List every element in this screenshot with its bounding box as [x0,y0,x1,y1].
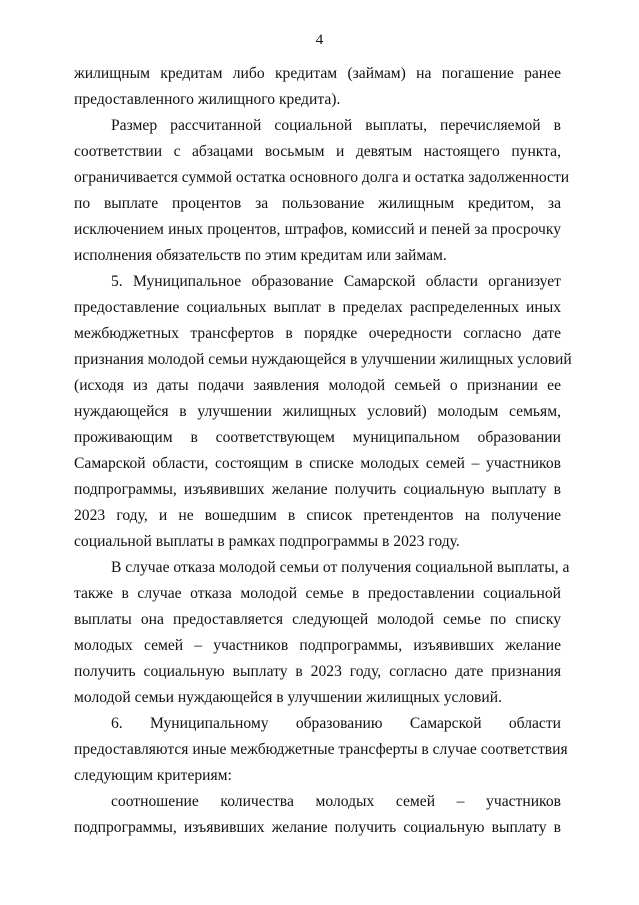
text-line: соответствии с абзацами восьмым и девятым настоящего пункта, [74,143,561,160]
text-line: В случае отказа молодой семьи от получения социальной выплаты, а [111,559,570,576]
text-line: предоставленного жилищного кредита). [74,91,341,108]
text-line: Размер рассчитанной социальной выплаты, перечисляемой в [111,117,561,134]
text-line: подпрограммы, изъявивших желание получить социальную выплату в [74,481,561,498]
text-line: получить социальную выплату в 2023 году, согласно дате признания [74,663,561,680]
text-line: молодых семей – участников подпрограммы, изъявивших желание [74,637,561,654]
text-line: ограничивается суммой остатка основного долга и остатка задолженности [74,169,570,186]
text-line: 5. Муниципальное образование Самарской области организует [111,273,561,290]
text-line: жилищным кредитам либо кредитам (займам) на погашение ранее [74,65,561,82]
text-line: Самарской области, состоящим в списке молодых семей – участников [74,455,561,472]
text-line: исполнения обязательств по этим кредитам или займам. [74,247,447,264]
text-line: соотношение количества молодых семей – участников [111,793,561,810]
text-line: предоставляются иные межбюджетные трансферты в случае соответствия [74,741,568,758]
text-line: (исходя из даты подачи заявления молодой семьей о признании ее [74,377,561,394]
text-line: молодой семьи нуждающейся в улучшении жилищных условий. [74,689,502,706]
text-line: подпрограммы, изъявивших желание получить социальную выплату в [74,819,561,836]
text-line: 6. Муниципальному образованию Самарской области [111,715,561,732]
text-line: выплаты она предоставляется следующей молодой семье по списку [74,611,561,628]
text-line: также в случае отказа молодой семье в предоставлении социальной [74,585,561,602]
text-line: проживающим в соответствующем муниципальном образовании [74,429,561,446]
text-line: по выплате процентов за пользование жилищным кредитом, за [74,195,561,212]
text-line: нуждающейся в улучшении жилищных условий) молодым семьям, [74,403,561,420]
page-number: 4 [315,32,324,48]
text-line: межбюджетных трансфертов в порядке очередности согласно дате [74,325,561,342]
text-line: исключением иных процентов, штрафов, комиссий и пеней за просрочку [74,221,561,238]
text-line: 2023 году, и не вошедшим в список претендентов на получение [74,507,561,524]
text-line: следующим критериям: [74,767,232,784]
text-line: социальной выплаты в рамках подпрограммы в 2023 году. [74,533,460,550]
text-line: признания молодой семьи нуждающейся в улучшении жилищных условий [74,351,572,368]
text-line: предоставление социальных выплат в пределах распределенных иных [74,299,561,316]
